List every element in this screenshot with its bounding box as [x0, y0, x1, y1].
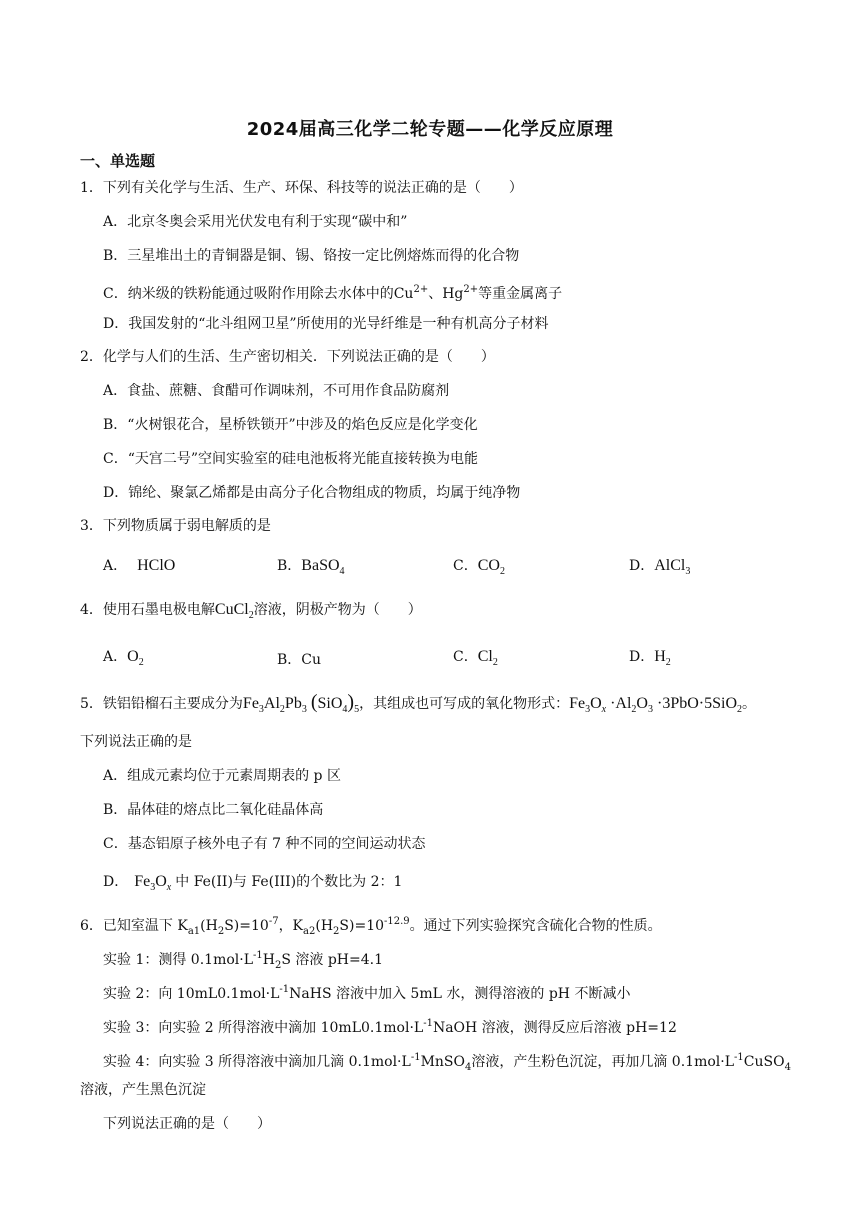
question-4-option-c: C．$Cl_2$	[453, 648, 498, 668]
question-2-stem: 2．化学与人们的生活、生产密切相关．下列说法正确的是（ ）	[80, 349, 495, 365]
question-5-option-a: A．组成元素均位于元素周期表的 p 区	[103, 768, 341, 784]
question-5-stem-2: 下列说法正确的是	[80, 734, 192, 750]
question-6-experiment-3: 实验 3：向实验 2 所得溶液中滴加 $10mL0.1mol\cdot L^{-1}NaOH$ 溶液，测得反应后溶液 pH=12	[103, 1018, 677, 1036]
question-1-option-a: A．北京冬奥会采用光伏发电有利于实现“碳中和”	[103, 214, 408, 230]
section-heading: 一、单选题	[80, 152, 156, 170]
question-3-option-c: C．$CO_2$	[453, 557, 505, 577]
question-5-option-b: B．晶体硅的熔点比二氧化硅晶体高	[103, 802, 324, 818]
question-6-experiment-4: 实验 4：向实验 3 所得溶液中滴加几滴 $0.1mol\cdot L^{-1}MnSO_4$溶液，产生粉色沉淀，再加几滴 $0.1mol\cdot L^{-1}CuSO_4$	[103, 1052, 791, 1073]
question-2-option-c: C．“天宫二号”空间实验室的硅电池板将光能直接转换为电能	[103, 451, 479, 467]
question-4-option-b: B．Cu	[277, 652, 322, 668]
question-4-stem: 4．使用石墨电极电解CuCl$_2$溶液，阴极产物为（ ）	[80, 601, 422, 621]
question-6-ask: 下列说法正确的是（ ）	[103, 1116, 271, 1132]
question-6-experiment-2: 实验 2：向 $10mL0.1mol\cdot L^{-1}NaHS$ 溶液中加入 5mL 水，测得溶液的 pH 不断减小	[103, 984, 631, 1002]
question-3-stem: 3．下列物质属于弱电解质的是	[80, 518, 271, 534]
question-1-option-c: C．纳米级的铁粉能通过吸附作用除去水体中的$Cu^{2+}$、$Hg^{2+}$等重金属离子	[103, 284, 563, 302]
question-4-option-d: D．$H_2$	[629, 648, 671, 668]
question-3-option-b: B．BaSO$_4$	[277, 557, 345, 577]
question-1-option-b: B．三星堆出土的青铜器是铜、锡、铬按一定比例熔炼而得的化合物	[103, 248, 520, 264]
question-2-option-a: A．食盐、蔗糖、食醋可作调味剂，不可用作食品防腐剂	[103, 383, 450, 399]
question-3-option-a: A． HClO	[103, 557, 176, 574]
page-title: 2024届高三化学二轮专题——化学反应原理	[246, 119, 614, 140]
question-1-stem: 1．下列有关化学与生活、生产、环保、科技等的说法正确的是（ ）	[80, 180, 523, 196]
question-6-experiment-1: 实验 1：测得 $0.1mol\cdot L^{-1}H_2S$ 溶液 pH=4.1	[103, 950, 384, 971]
question-2-option-b: B．“火树银花合，星桥铁锁开”中涉及的焰色反应是化学变化	[103, 417, 478, 433]
question-5-option-d: D． $Fe_3O_x$ 中 Fe(II)与 Fe(III)的个数比为 2：1	[103, 873, 403, 893]
question-2-option-d: D．锦纶、聚氯乙烯都是由高分子化合物组成的物质，均属于纯净物	[103, 485, 521, 501]
question-5-stem: 5．铁铝铅榴石主要成分为$Fe_3Al_2Pb_3$ $(SiO_4)_5$，其组成也可写成的氧化物形式：$Fe_3O_x \cdot Al_2O_3 \cdot 3PbO\cdot 5SiO_2$。	[80, 691, 756, 715]
question-5-option-c: C．基态铝原子核外电子有 7 种不同的空间运动状态	[103, 836, 426, 852]
question-1-option-d: D．我国发射的“北斗组网卫星”所使用的光导纤维是一种有机高分子材料	[103, 316, 549, 332]
question-4-option-a: A．$O_2$	[103, 648, 144, 668]
question-6-stem: 6．已知室温下 $K_{a1}(H_2S)=10^{-7}$，$K_{a2}(H_2S)=10^{-12.9}$。通过下列实验探究含硫化合物的性质。	[80, 916, 662, 937]
question-6-experiment-4-cont: 溶液，产生黑色沉淀	[80, 1082, 206, 1098]
question-3-option-d: D．AlCl$_3$	[629, 557, 691, 577]
